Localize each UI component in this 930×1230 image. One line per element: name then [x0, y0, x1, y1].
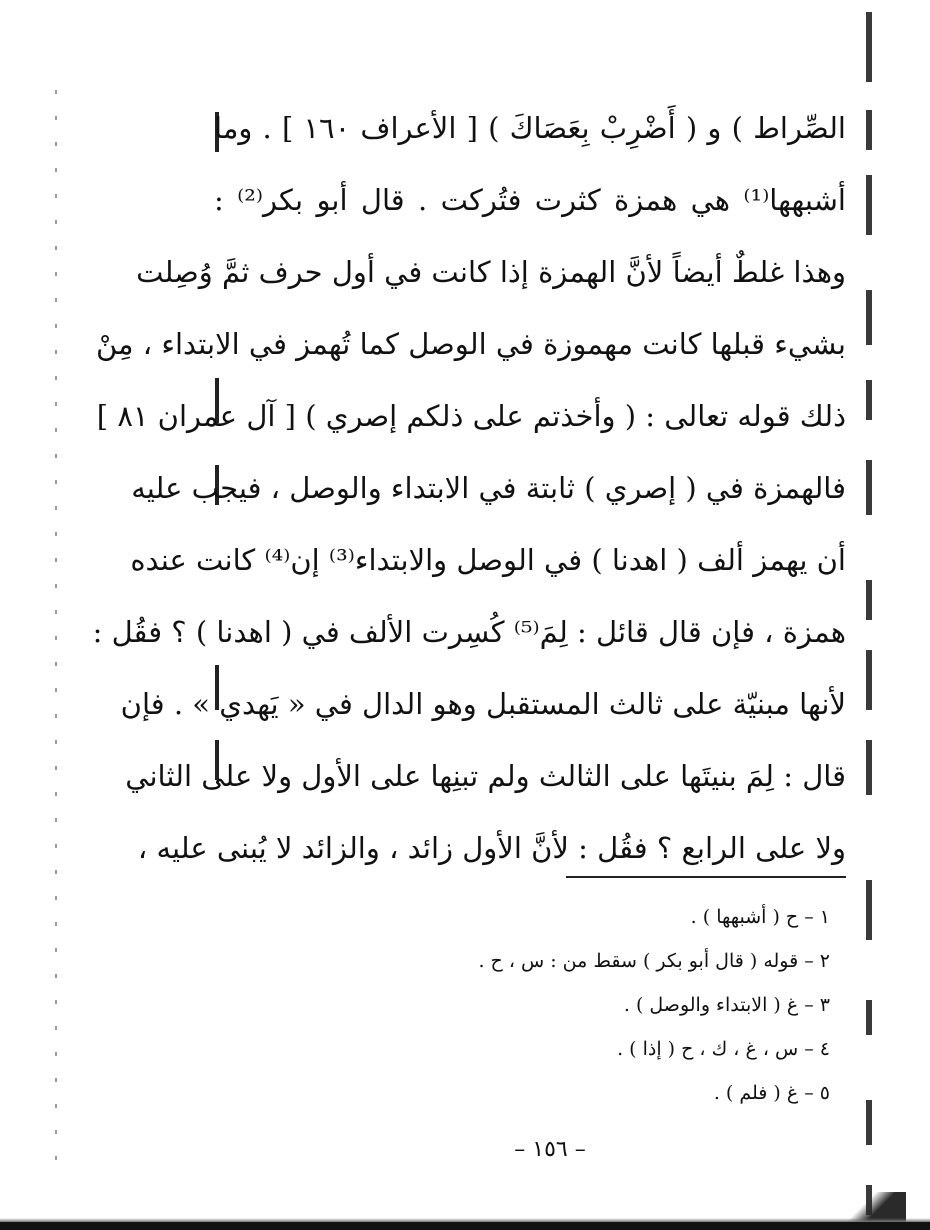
- text-line: قال : لِمَ بنيتَها على الثالث ولم تبنِها على الأول ولا على الثاني: [125, 759, 846, 793]
- text-line: ذلك قوله تعالى : ( وأخذتم على ذلكم إصري ) [ آل عمران ٨١ ]: [96, 399, 846, 433]
- page-number: – ١٥٦ –: [514, 1137, 586, 1162]
- scan-edge-mark: [866, 740, 872, 795]
- scan-edge-mark: [866, 880, 872, 940]
- scan-edge-mark: [866, 1000, 872, 1035]
- footnotes: [300, 895, 830, 1115]
- text-line: لأنها مبنيّة على ثالث المستقبل وهو الدال في « يَهدي » . فإن: [120, 687, 846, 721]
- footnote: ٥ – غ ( فلم ) .: [713, 1082, 830, 1104]
- text-line: فالهمزة في ( إصري ) ثابتة في الابتداء والوصل ، فيجب عليه: [131, 471, 846, 505]
- text-line: أن يهمز ألف ( اهدنا ) في الوصل والابتداء⁽³⁾ إن⁽⁴⁾ كانت عنده: [130, 543, 846, 577]
- footnote: ٢ – قوله ( قال أبو بكر ) سقط من : س ، ح .: [478, 950, 830, 972]
- scan-edge-mark: [866, 110, 872, 150]
- text-line: همزة ، فإن قال قائل : لِمَ⁽⁵⁾ كُسِرت الألف في ( اهدنا ) ؟ فقُل :: [92, 615, 846, 649]
- text-line: الصِّراط ) و ( أَضْرِبْ بِعَصَاكَ ) [ الأعراف ١٦٠ ] . وما: [214, 111, 846, 145]
- text-line: أشبهها⁽¹⁾ هي همزة كثرت فتُركت . قال أبو بكر⁽²⁾ :: [214, 183, 846, 217]
- scan-edge-mark: [866, 175, 872, 235]
- scan-edge-mark: [866, 380, 872, 420]
- text-line: ولا على الرابع ؟ فقُل : لأنَّ الأول زائد ، والزائد لا يُبنى عليه ،: [137, 831, 846, 865]
- scan-bottom-edge: [0, 1222, 930, 1230]
- scan-edge-mark: [866, 650, 872, 710]
- scan-edge-mark: [866, 580, 872, 620]
- text-line: بشيء قبلها كانت مهموزة في الوصل كما تُهمز في الابتداء ، مِنْ: [95, 327, 846, 361]
- footnote: ٣ – غ ( الابتداء والوصل ) .: [623, 994, 830, 1016]
- footnote-separator: [566, 876, 846, 878]
- scan-edge-mark: [866, 460, 872, 515]
- scan-edge-mark: [866, 290, 872, 345]
- footnote: ١ – ح ( أشبهها ) .: [690, 906, 830, 928]
- footnote: ٤ – س ، غ ، ك ، ح ( إذا ) .: [617, 1038, 830, 1060]
- scan-edge-mark: [866, 12, 872, 82]
- scan-edge-mark: [866, 1100, 872, 1145]
- text-line: وهذا غلطٌ أيضاً لأنَّ الهمزة إذا كانت في أول حرف ثمَّ وُصِلت: [136, 255, 846, 289]
- main-text: [92, 92, 846, 884]
- scan-margin-dots: [55, 90, 57, 1160]
